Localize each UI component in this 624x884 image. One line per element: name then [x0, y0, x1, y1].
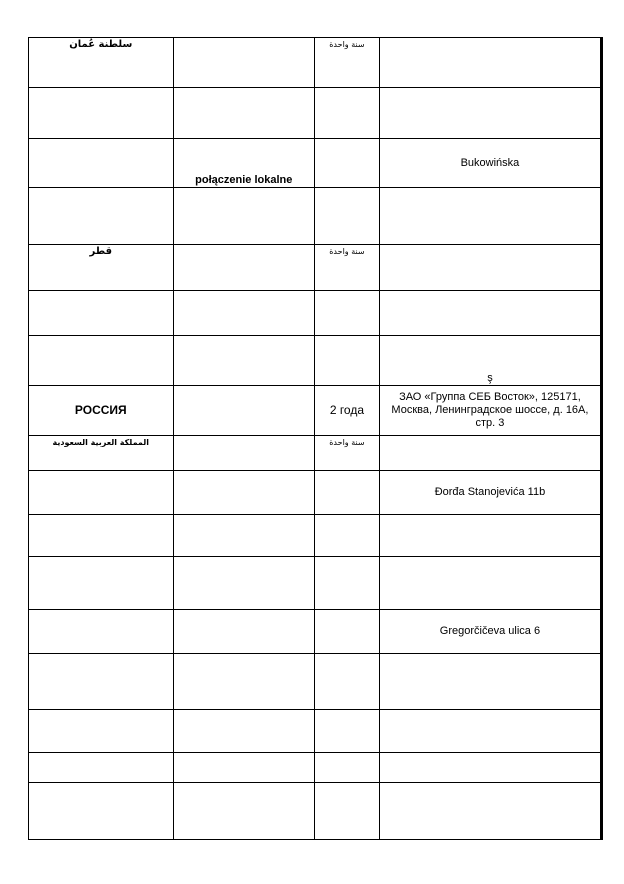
country-cell — [29, 336, 174, 386]
country-cell — [29, 753, 174, 783]
address-cell — [379, 610, 601, 654]
table-row — [29, 291, 602, 336]
connection-cell — [173, 753, 314, 783]
table-row — [29, 188, 602, 245]
connection-cell — [173, 471, 314, 515]
address-cell — [379, 386, 601, 436]
country-cell — [29, 245, 174, 291]
address-cell — [379, 710, 601, 753]
duration-cell — [314, 139, 379, 188]
address-cell — [379, 436, 601, 471]
country-name: قطر — [89, 246, 113, 257]
table-row — [29, 139, 602, 188]
connection-cell — [173, 139, 314, 188]
connection-type: połączenie lokalne — [195, 174, 293, 186]
country-name: المملكة العربية السعودية — [52, 438, 150, 447]
duration-cell — [314, 88, 379, 139]
connection-cell — [173, 436, 314, 471]
table-row — [29, 654, 602, 710]
address-cell — [379, 139, 601, 188]
connection-cell — [173, 336, 314, 386]
address-cell — [379, 188, 601, 245]
connection-cell — [173, 245, 314, 291]
duration-cell — [314, 38, 379, 88]
duration-cell — [314, 336, 379, 386]
duration-cell — [314, 654, 379, 710]
country-cell — [29, 38, 174, 88]
table-row — [29, 710, 602, 753]
connection-cell — [173, 557, 314, 610]
duration-cell — [314, 610, 379, 654]
duration-cell — [314, 471, 379, 515]
address-cell — [379, 245, 601, 291]
address-cell — [379, 38, 601, 88]
country-cell — [29, 710, 174, 753]
address-text: Đorđa Stanojevića 11b — [434, 486, 546, 498]
country-cell — [29, 139, 174, 188]
country-cell — [29, 436, 174, 471]
table-row — [29, 753, 602, 783]
connection-cell — [173, 654, 314, 710]
country-cell — [29, 654, 174, 710]
table-row — [29, 515, 602, 557]
duration-cell — [314, 783, 379, 840]
duration-cell — [314, 753, 379, 783]
country-cell — [29, 610, 174, 654]
address-cell — [379, 471, 601, 515]
address-text: Bukowińska — [460, 157, 520, 169]
country-cell — [29, 783, 174, 840]
country-cell — [29, 557, 174, 610]
connection-cell — [173, 88, 314, 139]
connection-cell — [173, 38, 314, 88]
connection-cell — [173, 783, 314, 840]
country-name: سلطنة عُمان — [69, 39, 133, 50]
address-text: ЗАО «Группа СЕБ Восток», 125171, Москва, Ленинградское шоссе, д. 16А, стр. 3 — [391, 391, 589, 429]
duration-cell — [314, 436, 379, 471]
duration-value: 2 года — [329, 403, 365, 417]
country-cell — [29, 291, 174, 336]
duration-cell — [314, 291, 379, 336]
duration-cell — [314, 515, 379, 557]
table-row — [29, 38, 602, 88]
duration-cell — [314, 710, 379, 753]
country-cell — [29, 515, 174, 557]
connection-cell — [173, 710, 314, 753]
address-text: ş — [487, 372, 493, 384]
address-cell — [379, 654, 601, 710]
table-row — [29, 386, 602, 436]
duration-value: سنة واحدة — [329, 247, 365, 256]
address-cell — [379, 557, 601, 610]
warranty-contacts-table — [28, 37, 603, 840]
duration-cell — [314, 557, 379, 610]
country-name: РОССИЯ — [74, 402, 127, 417]
duration-cell — [314, 245, 379, 291]
duration-cell — [314, 188, 379, 245]
table-row — [29, 610, 602, 654]
connection-cell — [173, 188, 314, 245]
address-cell — [379, 336, 601, 386]
table-row — [29, 436, 602, 471]
connection-cell — [173, 610, 314, 654]
address-cell — [379, 753, 601, 783]
table-row — [29, 88, 602, 139]
table-row — [29, 245, 602, 291]
duration-cell — [314, 386, 379, 436]
connection-cell — [173, 386, 314, 436]
country-cell — [29, 88, 174, 139]
table-row — [29, 783, 602, 840]
country-cell — [29, 188, 174, 245]
table-row — [29, 557, 602, 610]
duration-value: سنة واحدة — [329, 438, 365, 447]
duration-value: سنة واحدة — [329, 40, 365, 49]
address-cell — [379, 291, 601, 336]
address-cell — [379, 783, 601, 840]
country-cell — [29, 386, 174, 436]
address-cell — [379, 515, 601, 557]
table-row — [29, 336, 602, 386]
address-cell — [379, 88, 601, 139]
connection-cell — [173, 515, 314, 557]
address-text: Gregorčičeva ulica 6 — [439, 625, 541, 637]
connection-cell — [173, 291, 314, 336]
country-cell — [29, 471, 174, 515]
table-row — [29, 471, 602, 515]
